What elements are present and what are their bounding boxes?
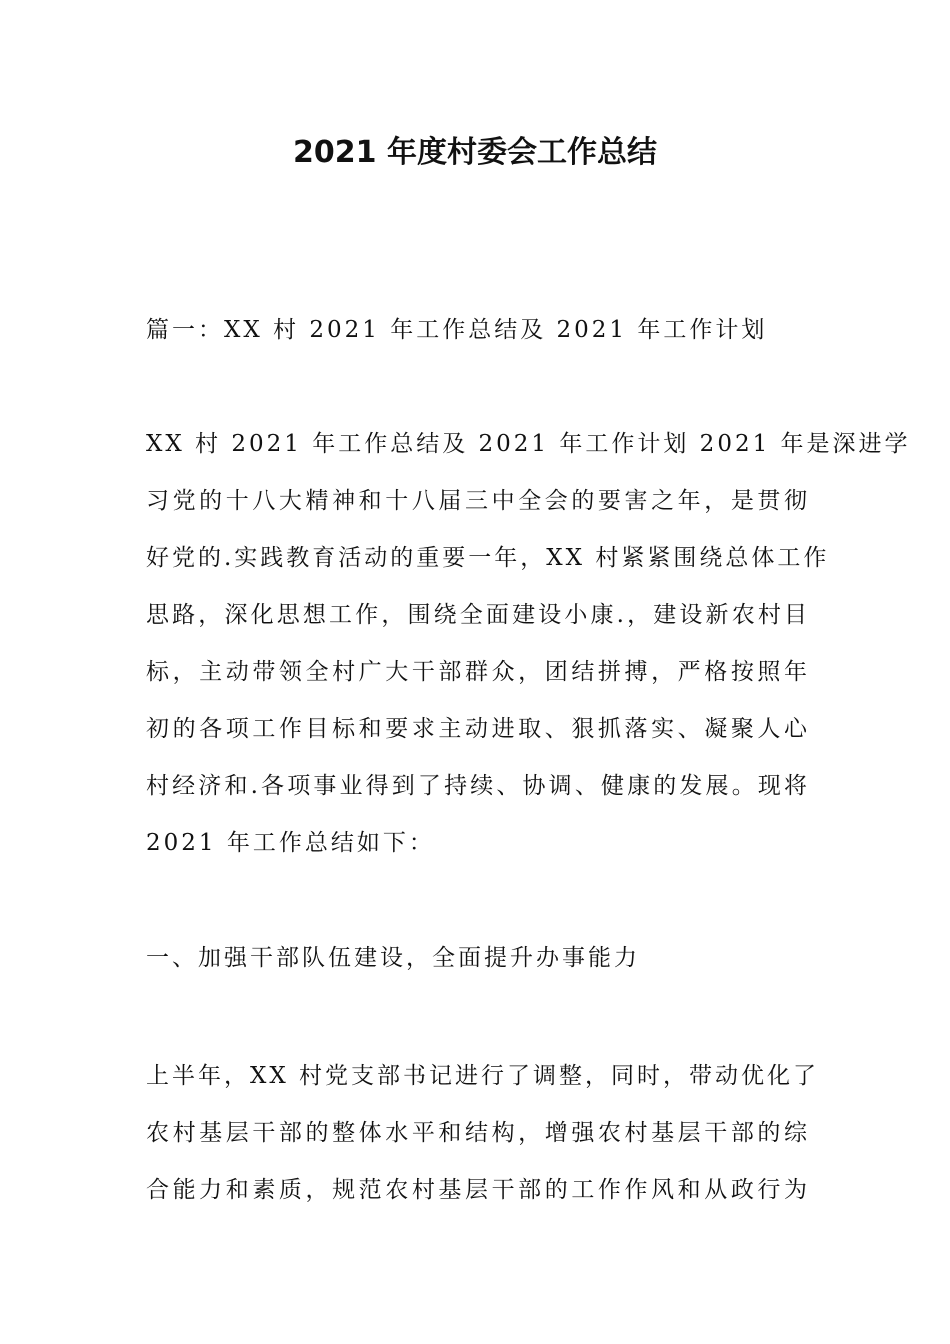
- paragraph-2: [146, 1048, 820, 1219]
- section-heading-text: 一、加强干部队伍建设，全面提升办事能力: [146, 945, 640, 971]
- paragraph-line: 好党的.实践教育活动的重要一年，XX 村紧紧围绕总体工作: [146, 545, 830, 571]
- document-title: 2021 年度村委会工作总结: [293, 135, 657, 170]
- paragraph-1: [146, 416, 911, 872]
- section-heading: [146, 930, 810, 987]
- document-subtitle: [146, 302, 810, 359]
- paragraph-line: 农村基层干部的整体水平和结构，增强农村基层干部的综: [146, 1120, 810, 1146]
- subtitle-text: 篇一：XX 村 2021 年工作总结及 2021 年工作计划: [146, 317, 768, 343]
- paragraph-line: 初的各项工作目标和要求主动进取、狠抓落实、凝聚人心: [146, 716, 810, 742]
- paragraph-line: 标，主动带领全村广大干部群众，团结拼搏，严格按照年: [146, 659, 810, 685]
- paragraph-line: 习党的十八大精神和十八届三中全会的要害之年，是贯彻: [146, 488, 810, 514]
- paragraph-line: XX 村 2021 年工作总结及 2021 年工作计划 2021 年是深进学: [146, 431, 911, 457]
- paragraph-line: 思路，深化思想工作，围绕全面建设小康.，建设新农村目: [146, 602, 810, 628]
- paragraph-line: 2021 年工作总结如下：: [146, 830, 435, 856]
- paragraph-line: 合能力和素质，规范农村基层干部的工作作风和从政行为: [146, 1177, 810, 1203]
- paragraph-line: 村经济和.各项事业得到了持续、协调、健康的发展。现将: [146, 773, 810, 799]
- paragraph-line: 上半年，XX 村党支部书记进行了调整，同时，带动优化了: [146, 1063, 820, 1089]
